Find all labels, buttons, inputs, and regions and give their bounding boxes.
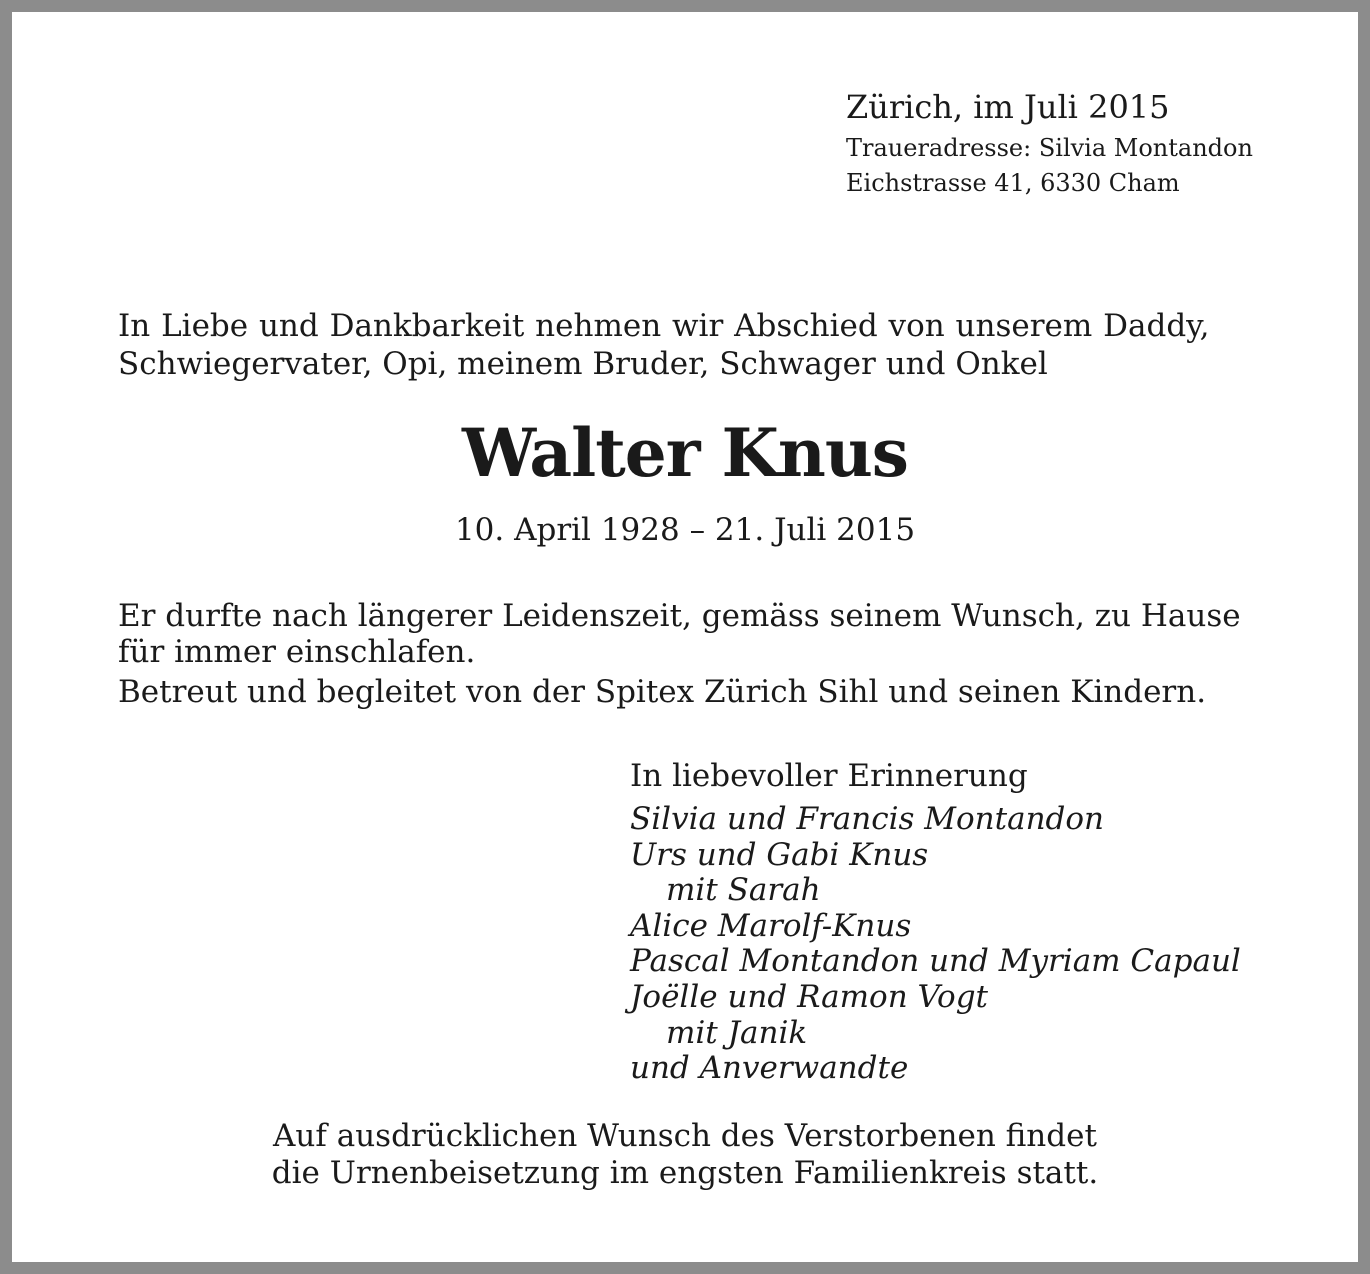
remembrance-heading: In liebevoller Erinnerung xyxy=(630,758,1028,794)
body-text-line: Betreut und begleitet von der Spitex Zürich Sihl und seinen Kindern. xyxy=(118,674,1207,710)
mourner-entry: mit Janik xyxy=(666,1014,808,1051)
body-text-line: Er durfte nach längerer Leidenszeit, gemäss seinem Wunsch, zu Hause xyxy=(118,598,1241,634)
life-dates: 10. April 1928 – 21. Juli 2015 xyxy=(454,512,916,548)
closing-text-line: die Urnenbeisetzung im engsten Familienkreis statt. xyxy=(271,1155,1099,1191)
mourner-entry: Urs und Gabi Knus xyxy=(630,836,929,873)
closing-text-line: Auf ausdrücklichen Wunsch des Verstorbenen findet xyxy=(273,1118,1097,1154)
obituary-page xyxy=(12,12,1358,1262)
mourner-entry: Pascal Montandon und Myriam Capaul xyxy=(630,943,1241,980)
intro-text-line: In Liebe und Dankbarkeit nehmen wir Abschied von unserem Daddy, xyxy=(118,308,1210,344)
body-text-line: für immer einschlafen. xyxy=(118,634,476,670)
mourner-entry: Silvia und Francis Montandon xyxy=(630,801,1105,837)
intro-text-line: Schwiegervater, Opi, meinem Bruder, Schwager und Onkel xyxy=(118,346,1048,382)
mourner-entry: Alice Marolf-Knus xyxy=(630,907,912,944)
place-date: Zürich, im Juli 2015 xyxy=(846,88,1170,126)
deceased-name: Walter Knus xyxy=(462,414,908,492)
mourner-entry: und Anverwandte xyxy=(630,1050,909,1087)
mourner-entry: Joëlle und Ramon Vogt xyxy=(630,978,989,1015)
mourner-entry: mit Sarah xyxy=(666,872,821,909)
mourners-list xyxy=(630,802,1241,1087)
mourning-address-line: Eichstrasse 41, 6330 Cham xyxy=(846,169,1180,197)
mourning-address-line: Traueradresse: Silvia Montandon xyxy=(846,134,1253,162)
